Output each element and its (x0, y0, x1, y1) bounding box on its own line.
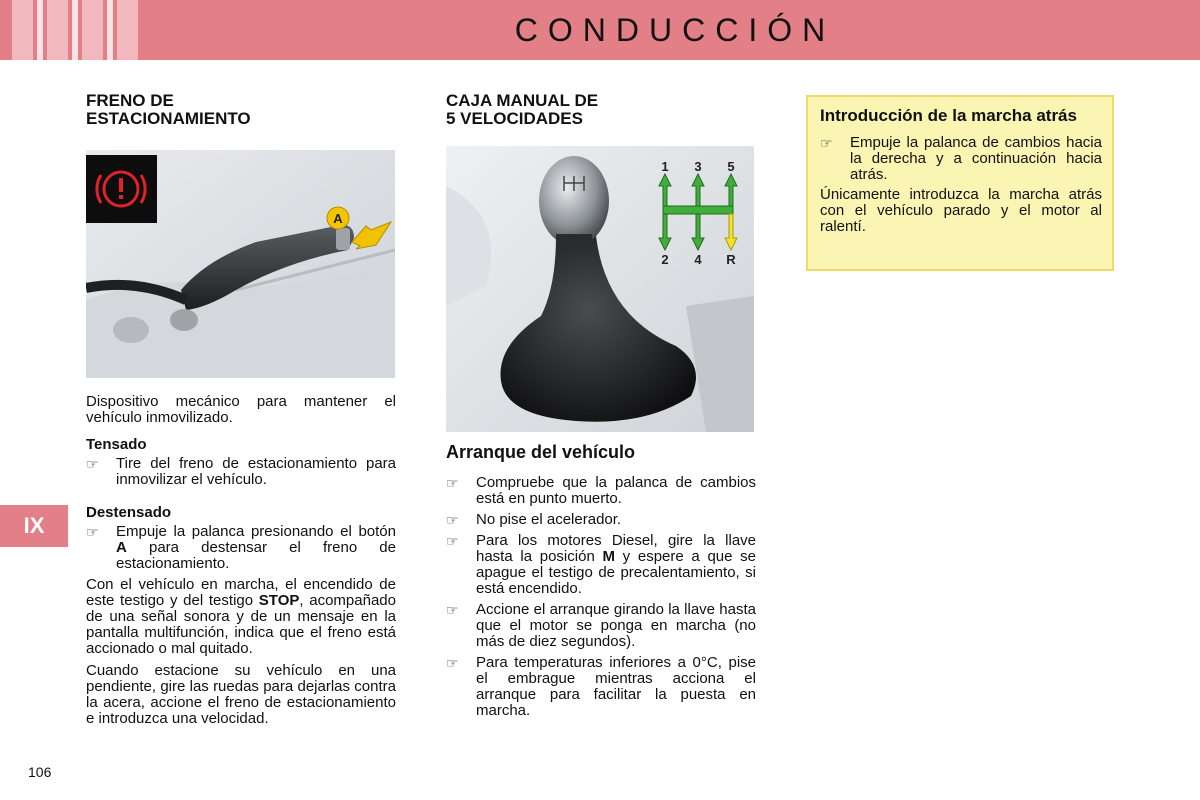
parking-brake-warning-icon (86, 155, 157, 223)
page-header (0, 0, 1200, 60)
gear-number-3: 3 (694, 159, 702, 174)
list-item: ☞ Compruebe que la palanca de cambios está en punto muerto. (446, 474, 756, 507)
gear-number-r: R (726, 252, 736, 267)
pointing-hand-icon: ☞ (446, 602, 459, 618)
reverse-gear-title: Introducción de la marcha atrás (820, 106, 1077, 125)
list-item: ☞ Para los motores Diesel, gire la llave hasta la posición M y espere a que se apague el testigo de precalentamiento, si está encendido. (446, 532, 757, 597)
list-item: ☞ Empuje la palanca de cambios hacia la derecha y a continuación hacia atrás. (820, 134, 1102, 183)
gear-lever-illustration (446, 146, 754, 432)
gearbox-title: CAJA MANUAL DE 5 VELOCIDADES (446, 91, 599, 128)
slope-paragraph: Cuando estacione su vehículo en una pendiente, gire las ruedas para dejarlas contra la acera, accione el freno de estacionamiento e introduzca una velocidad. (86, 662, 396, 727)
gear-pattern-icon (659, 174, 737, 250)
button-a-label: A (333, 211, 343, 226)
parking-brake-title: FRENO DE ESTACIONAMIENTO (86, 91, 251, 128)
destensado-title: Destensado (86, 504, 172, 521)
parking-brake-text (86, 394, 396, 733)
gear-number-2: 2 (661, 252, 669, 267)
list-item: ☞ Accione el arranque girando la llave hasta que el motor se ponga en marcha (no más de diez segundos). (446, 601, 756, 650)
parking-brake-section (86, 92, 396, 128)
tensado-title: Tensado (86, 436, 147, 453)
header-stripes (12, 0, 142, 60)
page-number: 106 (28, 764, 52, 780)
pointing-hand-icon: ☞ (86, 456, 99, 472)
list-item: ☞ Empuje la palanca presionando el botón A para destensar el freno de estacionamiento. (86, 523, 396, 572)
pointing-hand-icon: ☞ (446, 475, 459, 491)
gearbox-section (446, 92, 756, 128)
parking-brake-intro: Dispositivo mecánico para mantener el vehículo inmovilizado. (86, 393, 396, 426)
pointing-hand-icon: ☞ (446, 533, 459, 549)
gear-number-1: 1 (661, 159, 669, 174)
vehicle-start-title: Arranque del vehículo (446, 442, 636, 462)
list-item: ☞ Para temperaturas inferiores a 0°C, pise el embrague mientras acciona el arranque para facilitar la puesta en marcha. (446, 654, 756, 719)
list-item: ☞ No pise el acelerador. (446, 511, 622, 528)
reverse-gear-paragraph: Únicamente introduzca la marcha atrás con el vehículo parado y el motor al ralentí. (820, 186, 1102, 235)
vehicle-start-section (446, 442, 756, 724)
reverse-gear-note (806, 95, 1114, 271)
pointing-hand-icon: ☞ (446, 512, 459, 528)
gear-number-5: 5 (727, 159, 735, 174)
warning-paragraph: Con el vehículo en marcha, el encendido de este testigo y del testigo STOP, acompañado de una señal sonora y de un mensaje en la pantalla multifunción, indica que el freno está accionado o mal quitado. (86, 576, 396, 657)
parking-brake-illustration (86, 150, 395, 378)
list-item: ☞ Tire del freno de estacionamiento para inmovilizar el vehículo. (86, 455, 396, 488)
page-title: CONDUCCIÓN (514, 12, 836, 48)
chapter-tab: IX (0, 505, 68, 547)
pointing-hand-icon: ☞ (820, 135, 833, 151)
pointing-hand-icon: ☞ (446, 655, 459, 671)
pointing-hand-icon: ☞ (86, 524, 99, 540)
gear-number-4: 4 (694, 252, 702, 267)
